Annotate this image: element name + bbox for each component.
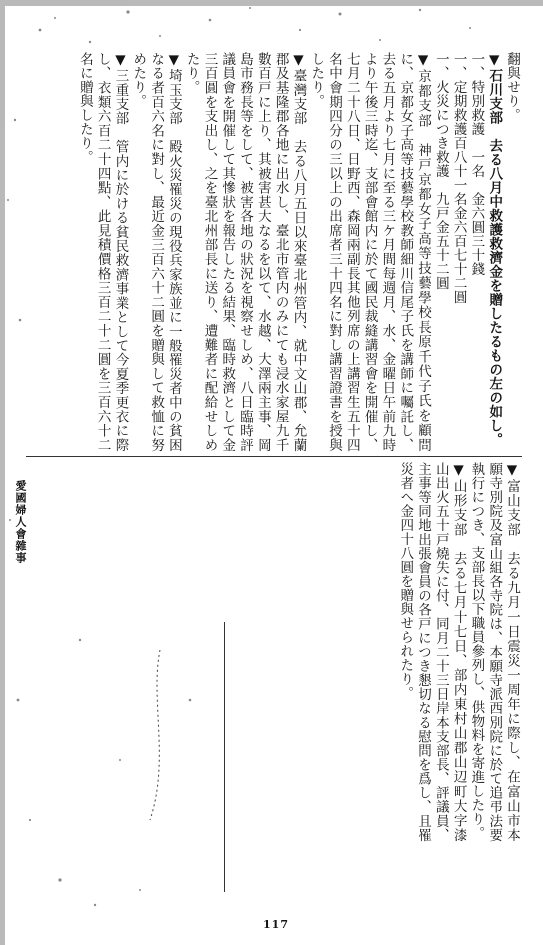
paragraph: 一、特別救護 一名 金六圓三十錢: [468, 52, 485, 276]
paragraph: ▼臺灣支部 去る八月五日以來臺北州管内、就中文山郡、允蘭郡及基隆郡各地に出水し、臺北市管内のみにても浸水家屋九千數百戸に上り、其被害甚大なるを以て、水越、大澤兩主事、岡島市務長等をして、被害各地の狀況を視察せしめ、八日臨時評議員會を開催して其慘狀を報告したる結果、臨時救濟として金三百圓を支出し、之を臺北州部長に送り、遭難者に配給せしめたり。: [183, 52, 307, 452]
paragraph: 一、火災につき救護 九戸金五十二圓: [432, 52, 449, 290]
page-number: 117: [263, 918, 289, 931]
upper-text-band: [34, 52, 520, 452]
paragraph: 一、定期救護百八十一名金六百七十二圓: [450, 52, 467, 304]
paragraph: ▼石川支部 去る八月中救護救濟金を贈したるもの左の如し。: [486, 52, 503, 447]
paragraph: ▼京都支部 神戸京都女子高等技藝學校長原千代子氏を顧問に、京都女子高等技藝學校教師細川信尾子氏を講師に囑託し、去る五月より七月に至る三ケ月間每週月、水、金曜日午前九時より午後三時迄、支部會館内に於て國民裁縫講習會を開催し、七月二十八日、日野西、森岡兩副長其他列席の上講習生五十四名中會期四分の三以上の出席者三十四名に對し講習證書を授與したり。: [308, 52, 432, 452]
paragraph: ▼埼玉支部 殿火災罹災の現役兵家族並に一般罹災者中の貧困なる者百六名に對し、最近金三百六十二圓を贈與して救恤に努めたり。: [130, 52, 182, 453]
paragraph: ▼山形支部 去る七月十七日、部内東村山郡山辺町大字漆山出火五十戸燒失に付、同月二十三日岸本支部長、評議員、主事等同地出張會員の各戸につき懇切なる慰問を爲し、且罹災者へ金四十八圓を贈與せられたり。: [397, 462, 467, 842]
section-divider: [26, 456, 522, 457]
paragraph: ▼三重支部 管内に於ける貧民救濟事業として今夏季更衣に際し、衣類六百二十四點、此見積價格三百二十二圓を三百六十二名に贈與したり。: [76, 52, 129, 452]
lower-text-band: [230, 462, 520, 842]
paragraph: ▼富山支部 去る九月一日震災一周年に際し、在富山市本願寺別院及富山組各寺院は、本願寺派西別院に於て追弔法要執行につき、支部長以下職員參列し、供物料を寄進したり。: [468, 462, 520, 842]
running-head: 愛國婦人會雜事: [14, 480, 27, 564]
column-divider: [224, 622, 225, 892]
paragraph: 翻與せり。: [504, 52, 520, 122]
